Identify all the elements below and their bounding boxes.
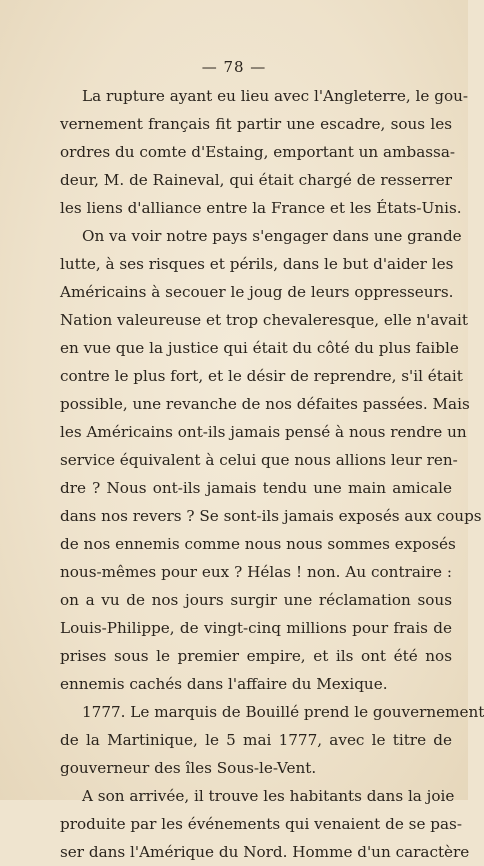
text-line: Américains à secouer le joug de leurs oppresseurs. xyxy=(60,283,454,301)
text-line: on a vu de nos jours surgir une réclamation sous xyxy=(60,591,452,609)
text-line: A son arrivée, il trouve les habitants dans la joie xyxy=(82,787,455,805)
text-line: contre le plus fort, et le désir de reprendre, s'il était xyxy=(60,367,463,385)
text-line: les liens d'alliance entre la France et les États-Unis. xyxy=(60,199,462,217)
text-line: service équivalent à celui que nous allions leur ren- xyxy=(60,451,458,469)
text-line: les Américains ont-ils jamais pensé à nous rendre un xyxy=(60,423,467,441)
text-line: en vue que la justice qui était du côté du plus faible xyxy=(60,339,459,357)
text-line: ser dans l'Amérique du Nord. Homme d'un caractère xyxy=(60,843,470,861)
text-line: gouverneur des îles Sous-le-Vent. xyxy=(60,759,317,777)
body-text xyxy=(60,82,484,866)
text-line: On va voir notre pays s'engager dans une grande xyxy=(82,227,462,245)
text-line: ordres du comte d'Estaing, emportant un ambassa- xyxy=(60,143,456,161)
text-line: Louis-Philippe, de vingt-cinq millions pour frais de xyxy=(60,619,452,637)
text-line: lutte, à ses risques et périls, dans le but d'aider les xyxy=(60,255,454,273)
text-line: produite par les événements qui venaient de se pas- xyxy=(60,815,462,833)
text-line: de nos ennemis comme nous nous sommes exposés xyxy=(60,535,456,553)
text-line: vernement français fit partir une escadre, sous les xyxy=(60,115,452,133)
text-line: dre ? Nous ont-ils jamais tendu une main amicale xyxy=(60,479,452,497)
text-line: deur, M. de Raineval, qui était chargé de resserrer xyxy=(60,171,452,189)
text-line: ennemis cachés dans l'affaire du Mexique. xyxy=(60,675,388,693)
text-line: dans nos revers ? Se sont-ils jamais exposés aux coups xyxy=(60,507,482,525)
page-number: — 78 — xyxy=(201,58,267,76)
text-line: possible, une revanche de nos défaites passées. Mais xyxy=(60,395,470,413)
text-line: prises sous le premier empire, et ils ont été nos xyxy=(60,647,452,665)
text-line: Nation valeureuse et trop chevaleresque, elle n'avait xyxy=(60,311,469,329)
text-line: La rupture ayant eu lieu avec l'Angleterre, le gou- xyxy=(82,87,469,105)
text-line: 1777. Le marquis de Bouillé prend le gouvernement xyxy=(82,703,484,721)
text-line: nous-mêmes pour eux ? Hélas ! non. Au contraire : xyxy=(60,563,452,581)
text-line: de la Martinique, le 5 mai 1777, avec le titre de xyxy=(60,731,452,749)
